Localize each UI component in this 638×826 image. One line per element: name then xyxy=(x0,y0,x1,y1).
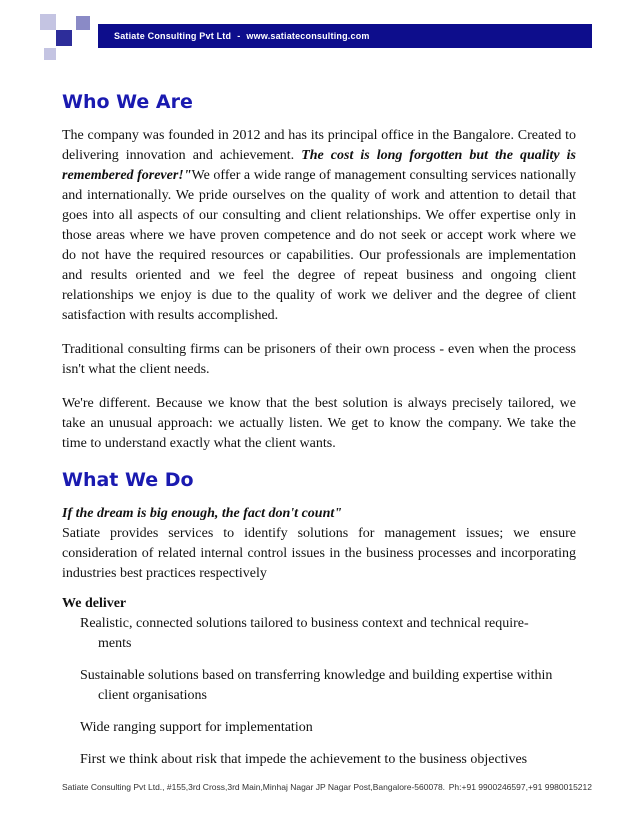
p1-quote: The cost is long forgotten but the quality is remembered forever!" xyxy=(62,148,576,183)
header-separator: - xyxy=(237,31,241,41)
logo-square-dark xyxy=(56,30,72,46)
header-company: Satiate Consulting Pvt Ltd xyxy=(114,31,232,41)
footer-phone: Ph:+91 9900246597,+91 9980015212 xyxy=(448,782,592,792)
logo-square-light xyxy=(44,48,56,60)
what-we-do-intro: Satiate provides services to identify solutions for management issues; we ensure consideration of related internal control issues in the business processes and incorporating industries best practices respectively xyxy=(62,526,576,581)
footer-address: Satiate Consulting Pvt Ltd., #155,3rd Cross,3rd Main,Minhaj Nagar JP Nagar Post,Bangalore-560078. xyxy=(62,782,446,792)
deliver-item xyxy=(80,614,576,654)
logo-square-light xyxy=(76,16,90,30)
what-we-do-heading: What We Do xyxy=(62,469,194,491)
header-website[interactable]: www.satiateconsulting.com xyxy=(246,31,370,41)
deliver-item-text: Sustainable solutions based on transferring knowledge and building expertise within xyxy=(80,668,553,683)
deliver-item xyxy=(80,750,576,770)
what-we-do-quote: If the dream is big enough, the fact don't count" xyxy=(62,506,343,521)
deliver-item-continuation: client organisations xyxy=(98,688,207,703)
p1-end: We offer a wide range of management consulting services nationally and internationally. We pride ourselves on the quality of work and attention to detail that goes into all aspects of our consulting and client relationships. We offer expertise only in those areas where we have proven competence and do not seek or accept work where we do not have the required resources or capabilities. Our professionals are implementation and results oriented and we feel the degree of repeat business and ongoing client relationships we enjoy is due to the quality of work we deliver and the degree of client satisfaction with results accomplished. xyxy=(62,168,577,323)
p1-start: The company was founded in 2012 and has its principal office in the Bangalore. Created to delivering innovation and achievement. xyxy=(62,128,576,163)
deliver-item-text: Wide ranging support for implementation xyxy=(80,720,313,735)
we-deliver-heading: We deliver xyxy=(62,596,127,611)
deliver-item xyxy=(80,666,576,706)
deliver-item-text: First we think about risk that impede the achievement to the business objectives xyxy=(80,752,528,767)
header-bar xyxy=(98,24,592,48)
who-we-are-paragraph-2: Traditional consulting firms can be prisoners of their own process - even when the process isn't what the client needs. xyxy=(62,342,576,377)
footer xyxy=(62,782,592,792)
main-content xyxy=(62,90,576,770)
deliver-item-text: Realistic, connected solutions tailored to business context and technical require- xyxy=(80,616,529,631)
logo-squares xyxy=(40,14,100,64)
logo-square-dark xyxy=(40,14,56,30)
who-we-are-paragraph-1 xyxy=(62,126,576,326)
who-we-are-paragraph-3: We're different. Because we know that the best solution is always precisely tailored, we take an unusual approach: we actually listen. We get to know the company. We take the time to understand exactly what the client wants. xyxy=(62,396,576,451)
deliver-item-continuation: ments xyxy=(98,636,132,651)
who-we-are-heading: Who We Are xyxy=(62,91,193,113)
deliver-item xyxy=(80,718,576,738)
